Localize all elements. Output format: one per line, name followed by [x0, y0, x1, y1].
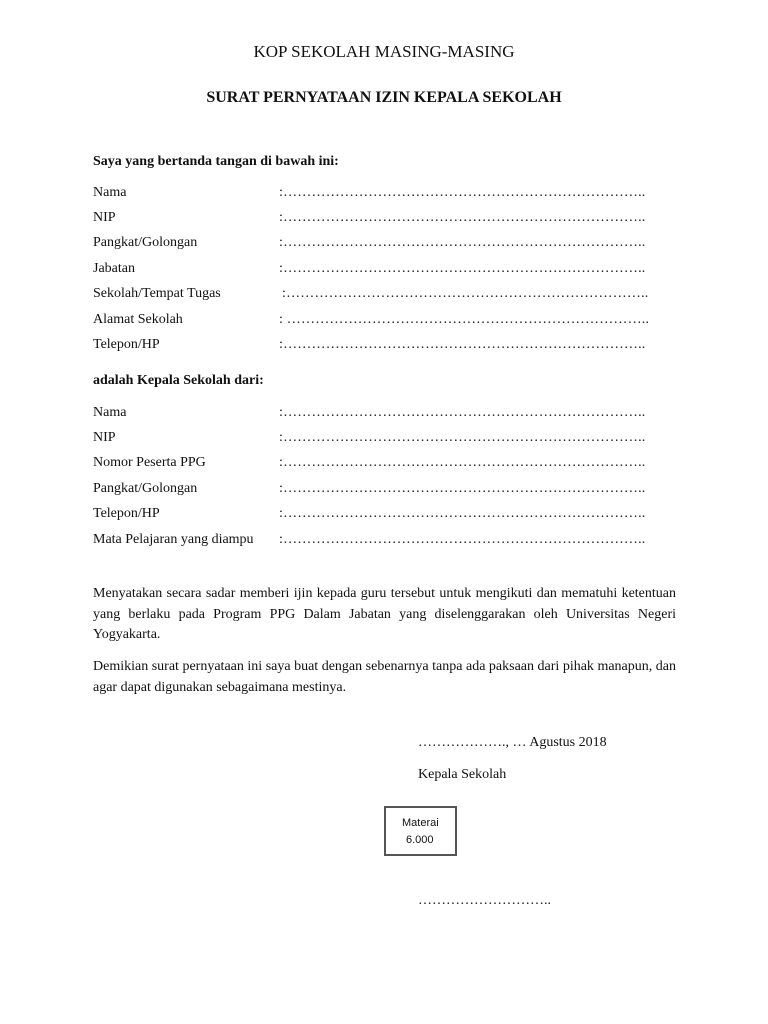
- stamp-value: 6.000: [406, 834, 434, 846]
- field-fill-line: :…………………………………………………………………..: [279, 481, 646, 496]
- kop-sekolah-heading: KOP SEKOLAH MASING-MASING: [253, 42, 515, 61]
- section-teacher-title: adalah Kepala Sekolah dari:: [93, 373, 264, 388]
- signer-role: Kepala Sekolah: [418, 767, 507, 782]
- field-label: Telepon/HP: [93, 506, 160, 521]
- field-fill-line: :…………………………………………………………………..: [279, 235, 646, 250]
- statement-paragraph: Menyatakan secara sadar memberi ijin kepada guru tersebut untuk mengikuti dan mematuhi ketentuan yang berlaku pada Program PPG Dalam Jabatan yang diselenggarakan oleh Universitas Negeri Yogyakarta.: [93, 586, 676, 642]
- field-label: Telepon/HP: [93, 337, 160, 352]
- materai-stamp-box: [384, 806, 457, 856]
- signer-name-line: ………………………..: [418, 893, 551, 908]
- field-fill-line: :…………………………………………………………………..: [279, 210, 646, 225]
- field-label: Sekolah/Tempat Tugas: [93, 286, 221, 301]
- field-label: NIP: [93, 210, 116, 225]
- field-fill-line: :…………………………………………………………………..: [279, 532, 646, 547]
- field-fill-line: :…………………………………………………………………..: [279, 430, 646, 445]
- field-fill-line: :…………………………………………………………………..: [279, 455, 646, 470]
- field-label: Jabatan: [93, 261, 135, 276]
- field-fill-line: :…………………………………………………………………..: [279, 261, 646, 276]
- field-fill-line: :…………………………………………………………………..: [279, 506, 646, 521]
- field-fill-line: :…………………………………………………………………..: [279, 185, 646, 200]
- section-principal-title: Saya yang bertanda tangan di bawah ini:: [93, 154, 339, 169]
- closing-paragraph: Demikian surat pernyataan ini saya buat dengan sebenarnya tanpa ada paksaan dari pihak manapun, dan agar dapat digunakan sebagaimana mestinya.: [93, 659, 676, 695]
- field-label: Pangkat/Golongan: [93, 235, 198, 250]
- field-fill-line: :…………………………………………………………………..: [279, 405, 646, 420]
- field-label: Pangkat/Golongan: [93, 481, 198, 496]
- field-fill-line: :…………………………………………………………………..: [282, 286, 649, 301]
- field-fill-line: : …………………………………………………………………..: [279, 312, 650, 327]
- field-label: Alamat Sekolah: [93, 312, 183, 327]
- field-label: Mata Pelajaran yang diampu: [93, 532, 254, 547]
- field-label: Nama: [93, 185, 127, 200]
- place-date-line: ………………., … Agustus 2018: [418, 735, 607, 750]
- field-label: NIP: [93, 430, 116, 445]
- field-fill-line: :…………………………………………………………………..: [279, 337, 646, 352]
- document-title: SURAT PERNYATAAN IZIN KEPALA SEKOLAH: [206, 89, 562, 106]
- field-label: Nama: [93, 405, 127, 420]
- field-label: Nomor Peserta PPG: [93, 455, 206, 470]
- stamp-label: Materai: [402, 817, 439, 829]
